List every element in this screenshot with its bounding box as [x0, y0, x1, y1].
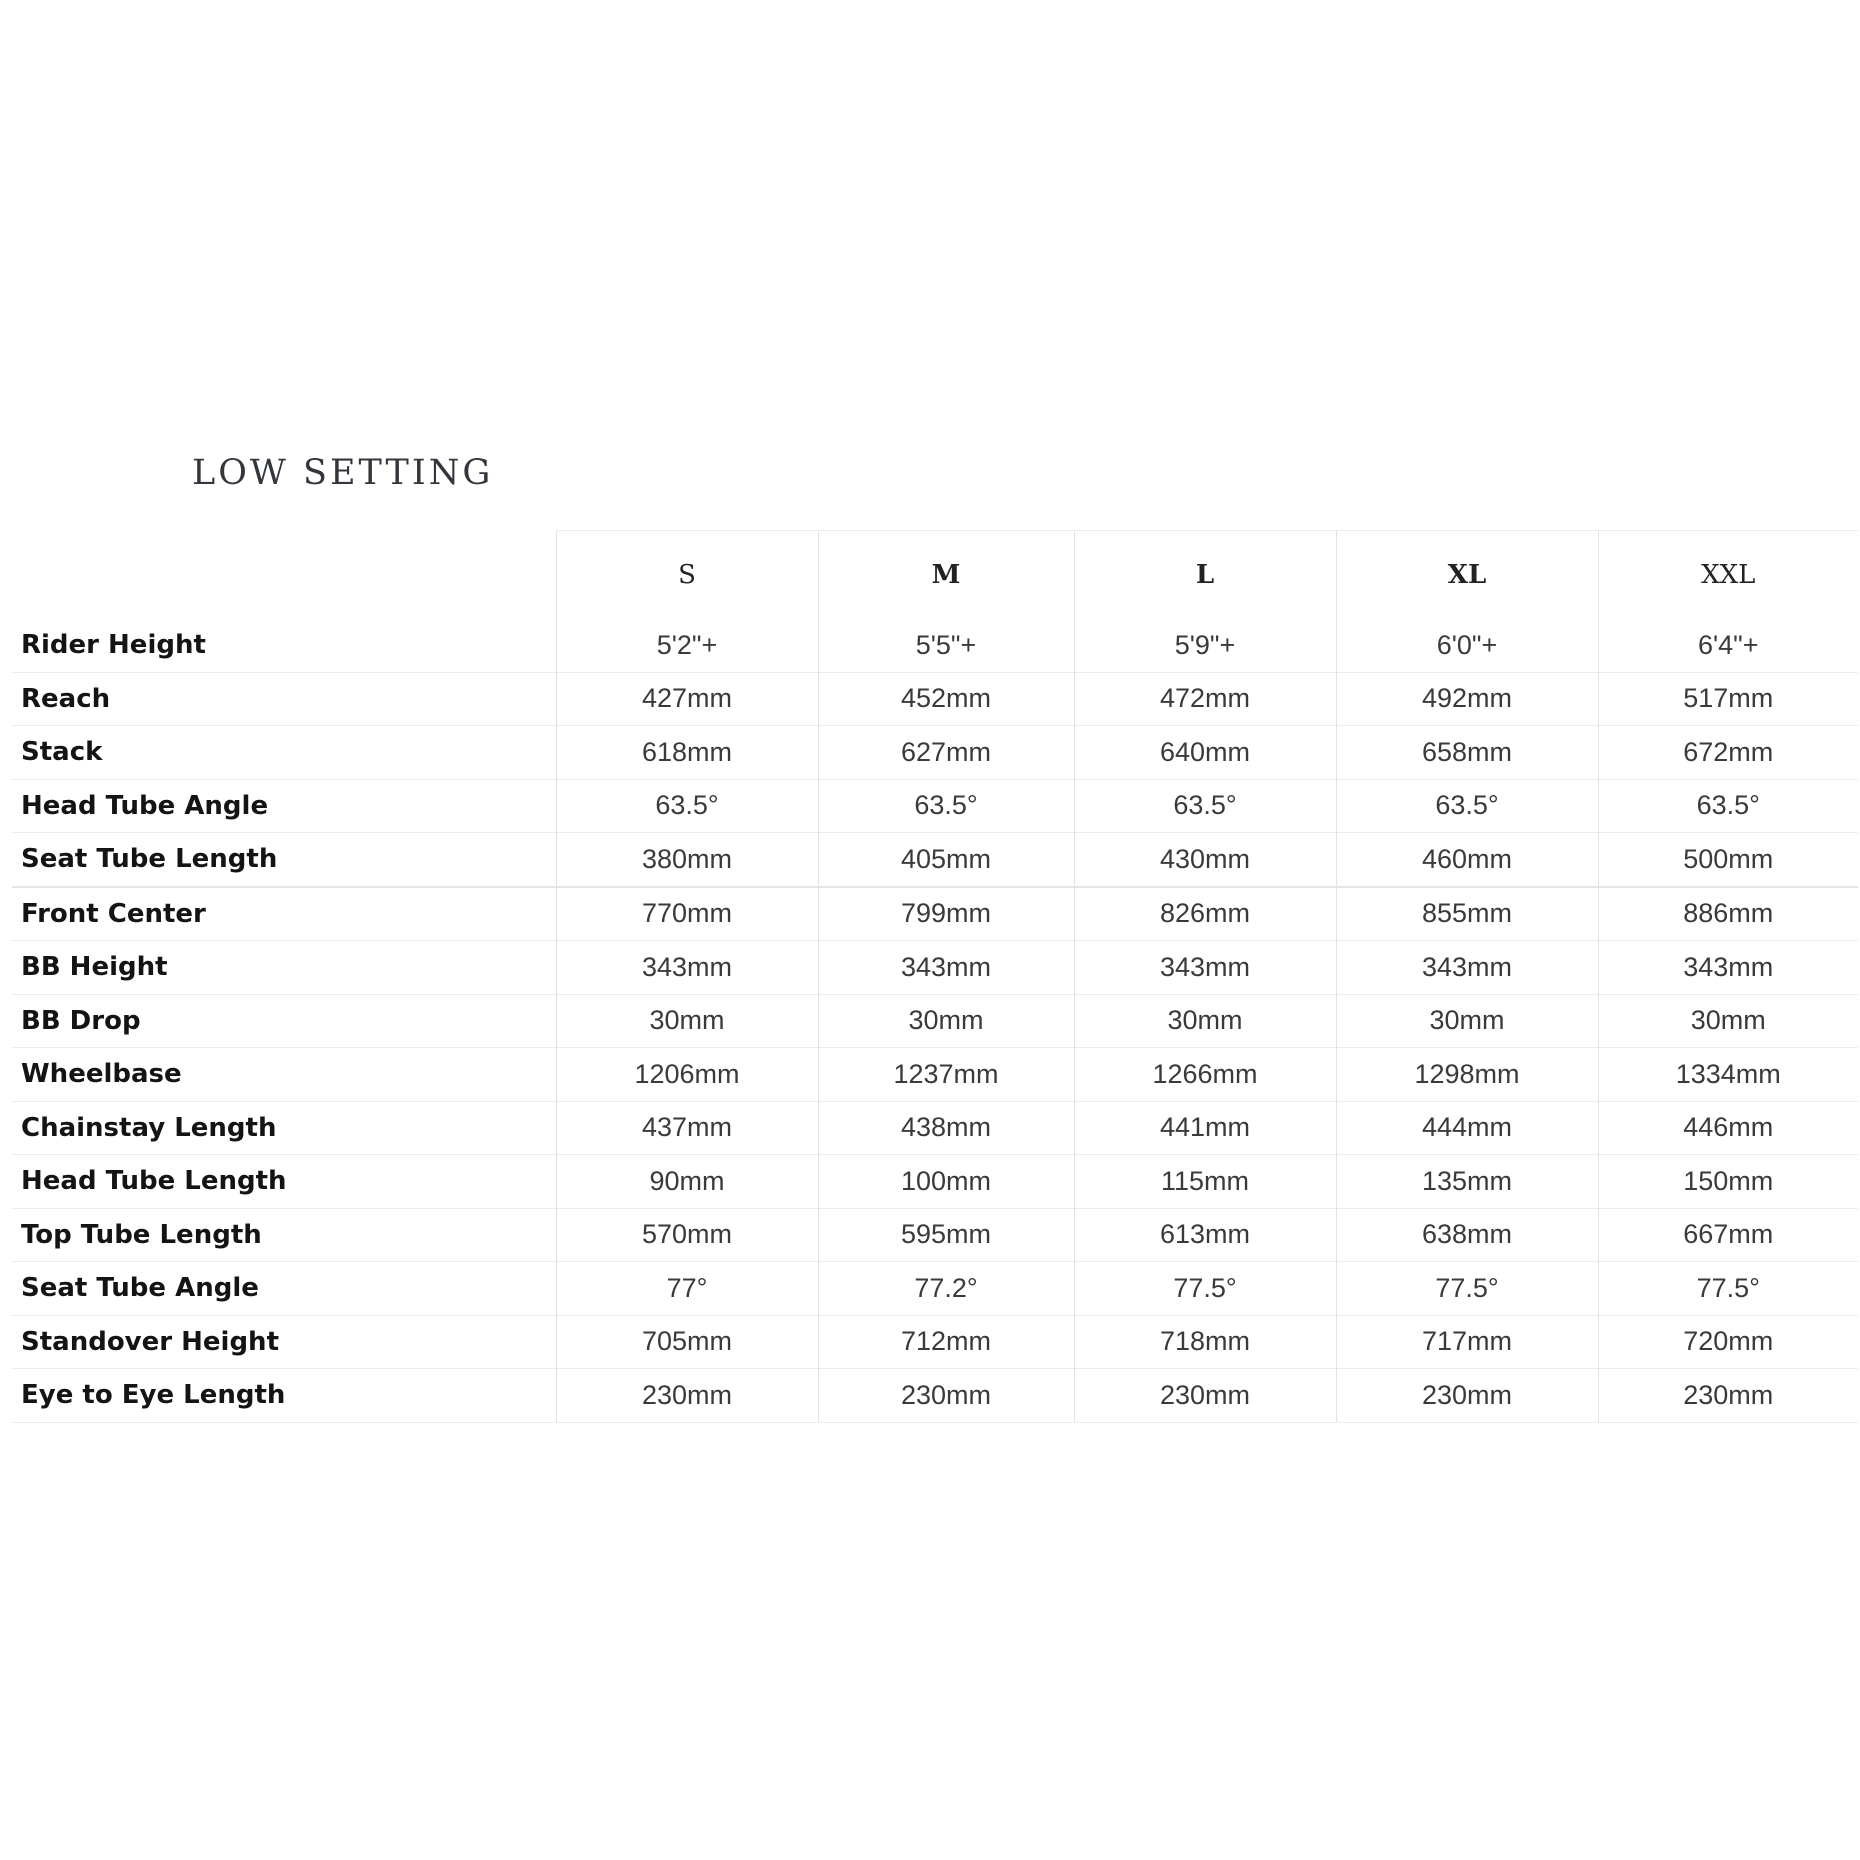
- row-label: BB Height: [12, 941, 556, 995]
- value-cell-s: 90mm: [556, 1155, 818, 1209]
- value-cell-m: 452mm: [818, 672, 1074, 726]
- value-cell-xl: 6'0"+: [1336, 619, 1598, 672]
- value-cell-l: 640mm: [1074, 726, 1336, 780]
- value-cell-xxl: 667mm: [1598, 1208, 1858, 1262]
- value-cell-s: 618mm: [556, 726, 818, 780]
- value-cell-s: 770mm: [556, 887, 818, 941]
- value-cell-m: 627mm: [818, 726, 1074, 780]
- row-label: Seat Tube Length: [12, 833, 556, 887]
- value-cell-s: 63.5°: [556, 779, 818, 833]
- value-cell-xl: 638mm: [1336, 1208, 1598, 1262]
- value-cell-xxl: 720mm: [1598, 1315, 1858, 1369]
- value-cell-xxl: 886mm: [1598, 887, 1858, 941]
- row-label: BB Drop: [12, 994, 556, 1048]
- table-row: [12, 1208, 1858, 1262]
- value-cell-l: 77.5°: [1074, 1262, 1336, 1316]
- page-title: LOW SETTING: [192, 453, 494, 493]
- value-cell-s: 705mm: [556, 1315, 818, 1369]
- value-cell-m: 438mm: [818, 1101, 1074, 1155]
- value-cell-l: 613mm: [1074, 1208, 1336, 1262]
- value-cell-xxl: 150mm: [1598, 1155, 1858, 1209]
- value-cell-m: 100mm: [818, 1155, 1074, 1209]
- value-cell-xl: 658mm: [1336, 726, 1598, 780]
- table-row: [12, 1262, 1858, 1316]
- value-cell-m: 230mm: [818, 1369, 1074, 1423]
- size-header-l: L: [1074, 531, 1336, 620]
- value-cell-s: 30mm: [556, 994, 818, 1048]
- value-cell-xxl: 500mm: [1598, 833, 1858, 887]
- row-label: Rider Height: [21, 630, 206, 661]
- table-row: [12, 833, 1858, 887]
- value-cell-s: 570mm: [556, 1208, 818, 1262]
- value-cell-l: 343mm: [1074, 941, 1336, 995]
- table-row: [12, 994, 1858, 1048]
- value-cell-l: 430mm: [1074, 833, 1336, 887]
- value-cell-s: 230mm: [556, 1369, 818, 1423]
- value-cell-xxl: 6'4"+: [1598, 619, 1858, 672]
- row-label: Seat Tube Angle: [12, 1262, 556, 1316]
- value-cell-s: 427mm: [556, 672, 818, 726]
- table-row: [12, 1315, 1858, 1369]
- row-label: Standover Height: [12, 1315, 556, 1369]
- value-cell-l: 30mm: [1074, 994, 1336, 1048]
- table-row: [12, 941, 1858, 995]
- value-cell-xxl: 343mm: [1598, 941, 1858, 995]
- table-row: [12, 1101, 1858, 1155]
- value-cell-xl: 230mm: [1336, 1369, 1598, 1423]
- value-cell-m: 30mm: [818, 994, 1074, 1048]
- value-cell-s: 77°: [556, 1262, 818, 1316]
- value-cell-l: 441mm: [1074, 1101, 1336, 1155]
- value-cell-s: 1206mm: [556, 1048, 818, 1102]
- value-cell-s: 343mm: [556, 941, 818, 995]
- value-cell-l: 63.5°: [1074, 779, 1336, 833]
- value-cell-l: 230mm: [1074, 1369, 1336, 1423]
- value-cell-l: 826mm: [1074, 887, 1336, 941]
- value-cell-l: 5'9"+: [1074, 619, 1336, 672]
- size-header-row: [12, 531, 1858, 620]
- value-cell-xl: 460mm: [1336, 833, 1598, 887]
- row-label: Head Tube Angle: [12, 779, 556, 833]
- value-cell-xl: 1298mm: [1336, 1048, 1598, 1102]
- table-row: [12, 672, 1858, 726]
- header-corner: [12, 531, 556, 620]
- size-header-s: S: [556, 531, 818, 620]
- value-cell-m: 77.2°: [818, 1262, 1074, 1316]
- value-cell-xxl: 230mm: [1598, 1369, 1858, 1423]
- value-cell-xl: 30mm: [1336, 994, 1598, 1048]
- value-cell-m: 1237mm: [818, 1048, 1074, 1102]
- value-cell-l: 472mm: [1074, 672, 1336, 726]
- value-cell-s: 437mm: [556, 1101, 818, 1155]
- value-cell-xxl: 77.5°: [1598, 1262, 1858, 1316]
- row-label: Chainstay Length: [12, 1101, 556, 1155]
- value-cell-l: 115mm: [1074, 1155, 1336, 1209]
- geometry-table: [12, 530, 1858, 1423]
- row-label: Reach: [12, 672, 556, 726]
- value-cell-xxl: 1334mm: [1598, 1048, 1858, 1102]
- value-cell-xl: 717mm: [1336, 1315, 1598, 1369]
- value-cell-m: 799mm: [818, 887, 1074, 941]
- value-cell-xl: 135mm: [1336, 1155, 1598, 1209]
- value-cell-xxl: 30mm: [1598, 994, 1858, 1048]
- table-row: [12, 1048, 1858, 1102]
- value-cell-l: 1266mm: [1074, 1048, 1336, 1102]
- value-cell-m: 595mm: [818, 1208, 1074, 1262]
- value-cell-xxl: 672mm: [1598, 726, 1858, 780]
- row-label: Front Center: [12, 887, 556, 941]
- value-cell-s: 5'2"+: [556, 619, 818, 672]
- row-label: Eye to Eye Length: [12, 1369, 556, 1423]
- value-cell-xl: 343mm: [1336, 941, 1598, 995]
- value-cell-xl: 444mm: [1336, 1101, 1598, 1155]
- row-label: Wheelbase: [12, 1048, 556, 1102]
- size-header-xxl: XXL: [1598, 531, 1858, 620]
- value-cell-xxl: 517mm: [1598, 672, 1858, 726]
- table-row: [12, 887, 1858, 941]
- value-cell-m: 5'5"+: [818, 619, 1074, 672]
- value-cell-l: 718mm: [1074, 1315, 1336, 1369]
- table-row: [12, 779, 1858, 833]
- table-row: [12, 619, 1858, 672]
- table-row: [12, 1155, 1858, 1209]
- size-header-m: M: [818, 531, 1074, 620]
- row-label: Stack: [12, 726, 556, 780]
- value-cell-xl: 77.5°: [1336, 1262, 1598, 1316]
- value-cell-m: 63.5°: [818, 779, 1074, 833]
- value-cell-xl: 63.5°: [1336, 779, 1598, 833]
- size-header-xl: XL: [1336, 531, 1598, 620]
- value-cell-xl: 855mm: [1336, 887, 1598, 941]
- value-cell-m: 712mm: [818, 1315, 1074, 1369]
- table-row: [12, 726, 1858, 780]
- value-cell-xxl: 446mm: [1598, 1101, 1858, 1155]
- value-cell-xxl: 63.5°: [1598, 779, 1858, 833]
- value-cell-xl: 492mm: [1336, 672, 1598, 726]
- table-row: [12, 1369, 1858, 1423]
- row-label: Top Tube Length: [12, 1208, 556, 1262]
- value-cell-s: 380mm: [556, 833, 818, 887]
- value-cell-m: 405mm: [818, 833, 1074, 887]
- row-label: Head Tube Length: [12, 1155, 556, 1209]
- value-cell-m: 343mm: [818, 941, 1074, 995]
